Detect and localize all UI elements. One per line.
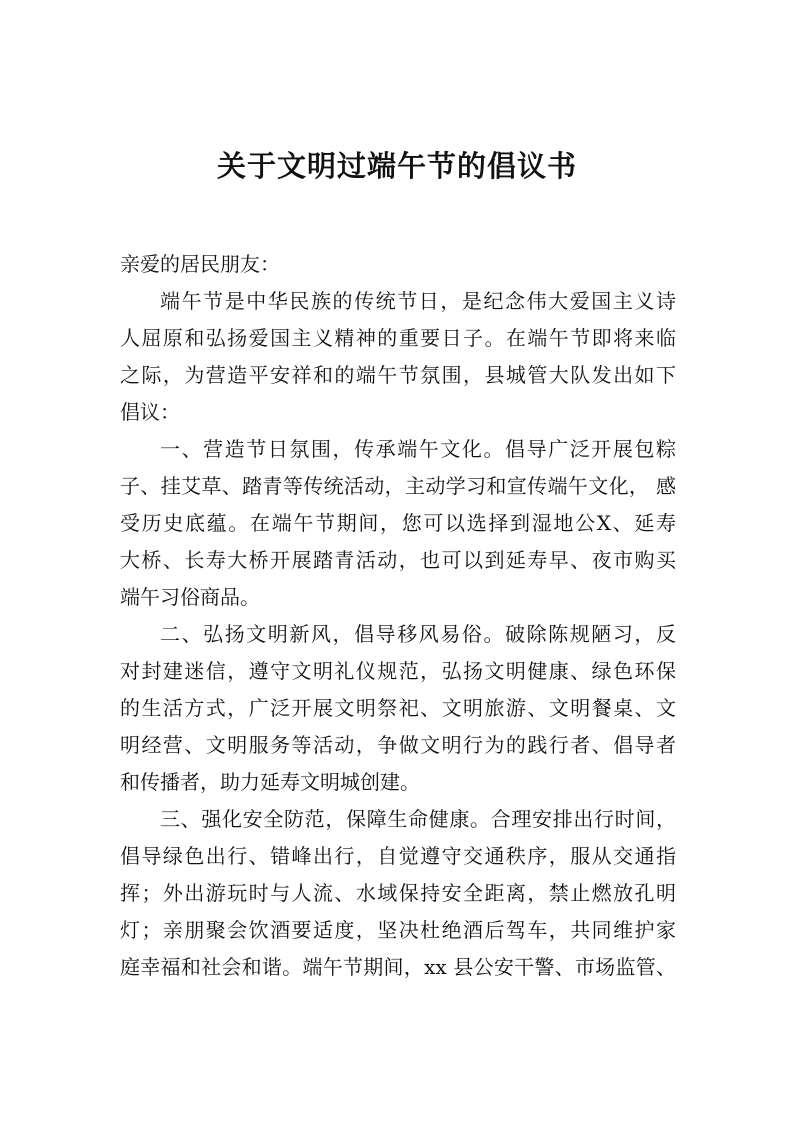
paragraph-4-line-2: 倡导绿色出行、错峰出行，自觉遵守交通秩序，服从交通指 xyxy=(120,844,676,868)
greeting-line: 亲爱的居民朋友： xyxy=(120,252,280,276)
paragraph-2-line-5: 端午习俗商品。 xyxy=(120,585,260,609)
document-body xyxy=(120,246,676,986)
paragraph-1-line-3: 之际，为营造平安祥和的端午节氛围，县城管大队发出如下 xyxy=(120,363,676,387)
paragraph-3-line-4: 明经营、文明服务等活动，争做文明行为的践行者、倡导者 xyxy=(120,733,676,757)
paragraph-4-line-4: 灯；亲朋聚会饮酒要适度，坚决杜绝酒后驾车，共同维护家 xyxy=(120,918,676,942)
paragraph-2-line-1: 一、营造节日氛围，传承端午文化。倡导广泛开展包粽 xyxy=(160,437,676,461)
paragraph-3-line-5: 和传播者，助力延寿文明城创建。 xyxy=(120,770,420,794)
paragraph-1-line-4: 倡议： xyxy=(120,400,180,424)
paragraph-1-line-1: 端午节是中华民族的传统节日，是纪念伟大爱国主义诗 xyxy=(160,289,676,313)
paragraph-4-line-5: 庭幸福和社会和谐。端午节期间，xx 县公安干警、市场监管、 xyxy=(120,955,676,979)
paragraph-2-line-2: 子、挂艾草、踏青等传统活动，主动学习和宣传端午文化， 感 xyxy=(120,474,676,498)
paragraph-4-line-3: 挥；外出游玩时与人流、水域保持安全距离，禁止燃放孔明 xyxy=(120,881,676,905)
paragraph-2-line-4: 大桥、长寿大桥开展踏青活动，也可以到延寿早、夜市购买 xyxy=(120,548,676,572)
paragraph-3-line-1: 二、弘扬文明新风，倡导移风易俗。破除陈规陋习，反 xyxy=(160,622,676,646)
paragraph-1-line-2: 人屈原和弘扬爱国主义精神的重要日子。在端午节即将来临 xyxy=(120,326,676,350)
paragraph-2-line-3: 受历史底蕴。在端午节期间，您可以选择到湿地公X、延寿 xyxy=(120,511,676,535)
document-title: 关于文明过端午节的倡议书 xyxy=(216,149,577,183)
paragraph-4-line-1: 三、强化安全防范，保障生命健康。合理安排出行时间， xyxy=(160,807,676,831)
paragraph-3-line-3: 的生活方式，广泛开展文明祭祀、文明旅游、文明餐桌、文 xyxy=(120,696,676,720)
paragraph-3-line-2: 对封建迷信，遵守文明礼仪规范，弘扬文明健康、绿色环保 xyxy=(120,659,676,683)
